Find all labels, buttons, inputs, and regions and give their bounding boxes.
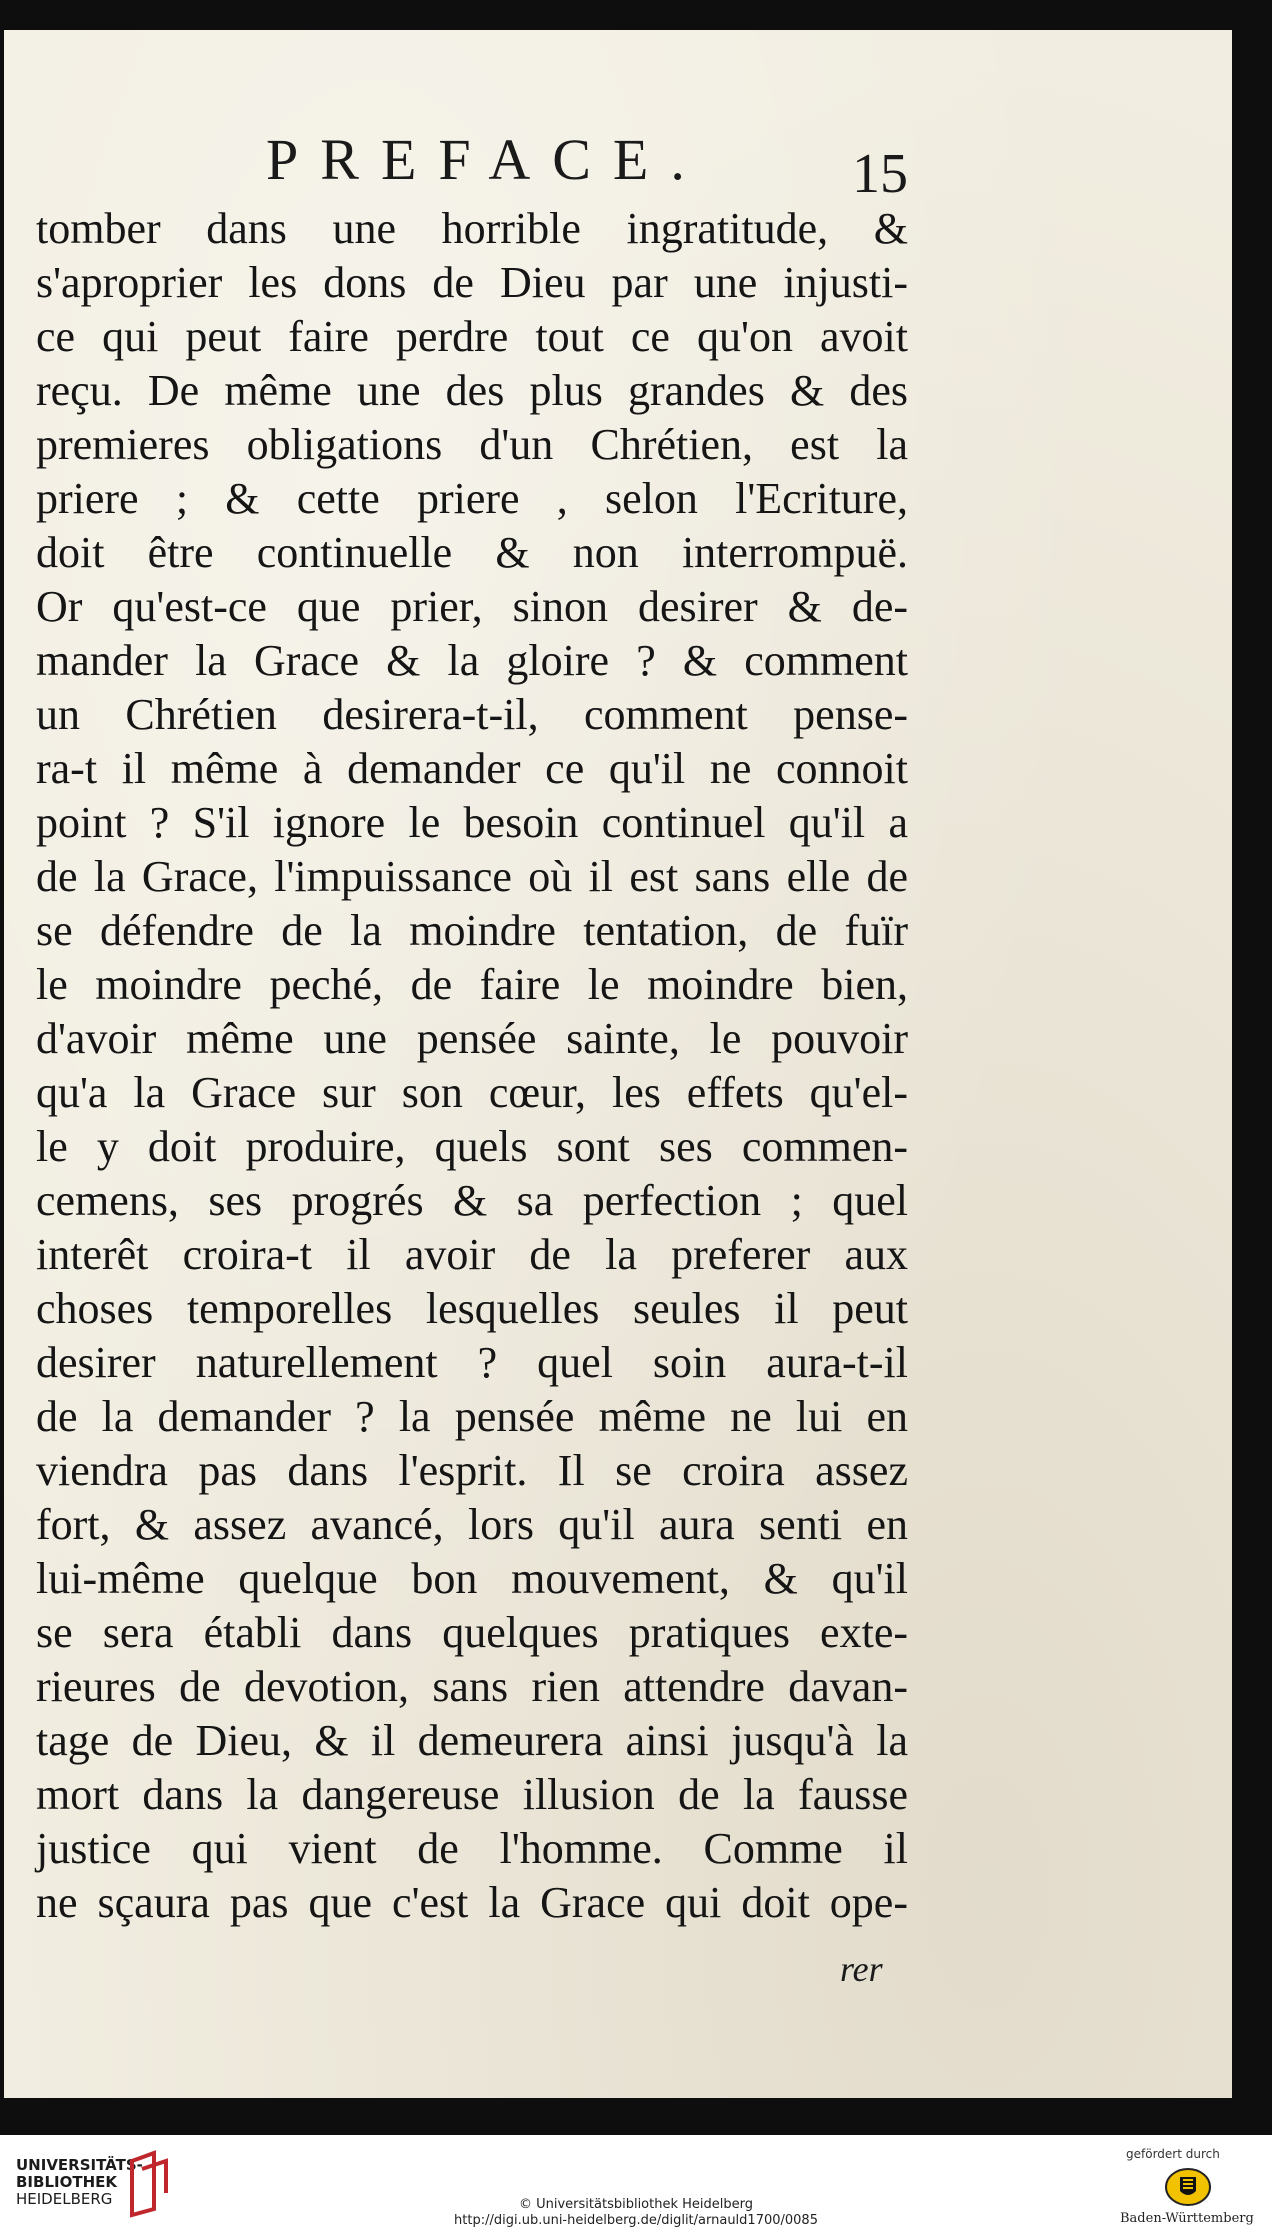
library-name-line2: BIBLIOTHEK bbox=[16, 2173, 117, 2191]
text-line: se sera établi dans quelques pratiques exte- bbox=[36, 1608, 908, 1657]
copyright-text: © Universitätsbibliothek Heidelberg bbox=[518, 2197, 753, 2212]
text-line: ne sçaura pas que c'est la Grace qui doit ope- bbox=[36, 1878, 908, 1927]
text-line: qu'a la Grace sur son cœur, les effets qu'el- bbox=[36, 1068, 908, 1117]
catchword: rer bbox=[840, 1949, 883, 1989]
body-text bbox=[36, 202, 908, 1930]
text-line: un Chrétien desirera-t-il, comment pense- bbox=[36, 690, 908, 739]
text-line: choses temporelles lesquelles seules il peut bbox=[36, 1284, 908, 1333]
text-line: ra-t il même à demander ce qu'il ne connoit bbox=[36, 744, 908, 793]
library-name-line3: HEIDELBERG bbox=[16, 2190, 113, 2208]
text-line: Or qu'est-ce que prier, sinon desirer & de- bbox=[36, 582, 908, 631]
text-line: se défendre de la moindre tentation, de fuïr bbox=[36, 906, 908, 955]
text-line: desirer naturellement ? quel soin aura-t-il bbox=[36, 1338, 908, 1387]
text-line: doit être continuelle & non interrompuë. bbox=[36, 528, 908, 577]
text-line: tomber dans une horrible ingratitude, & bbox=[36, 204, 908, 253]
text-line: lui-même quelque bon mouvement, & qu'il bbox=[36, 1554, 908, 1603]
funder-name: Baden-Württemberg bbox=[1120, 2211, 1254, 2226]
text-line: d'avoir même une pensée sainte, le pouvoir bbox=[36, 1014, 908, 1063]
coat-of-arms-icon bbox=[1164, 2167, 1212, 2207]
text-line: le y doit produire, quels sont ses commen- bbox=[36, 1122, 908, 1171]
text-line: s'aproprier les dons de Dieu par une injusti- bbox=[36, 258, 908, 307]
text-line: priere ; & cette priere , selon l'Ecriture, bbox=[36, 474, 908, 523]
page-number: 15 bbox=[852, 143, 908, 205]
book-page bbox=[4, 30, 1232, 2098]
permalink-url[interactable]: http://digi.ub.uni-heidelberg.de/diglit/arnauld1700/0085 bbox=[454, 2213, 818, 2228]
running-head: PREFACE. bbox=[266, 127, 707, 192]
text-line: ce qui peut faire perdre tout ce qu'on avoit bbox=[36, 312, 908, 361]
library-name-line1: UNIVERSITÄTS- bbox=[16, 2156, 143, 2174]
text-line: cemens, ses progrés & sa perfection ; quel bbox=[36, 1176, 908, 1225]
text-line: justice qui vient de l'homme. Comme il bbox=[36, 1824, 908, 1873]
text-line: de la demander ? la pensée même ne lui en bbox=[36, 1392, 908, 1441]
text-line: mander la Grace & la gloire ? & comment bbox=[36, 636, 908, 685]
text-line: premieres obligations d'un Chrétien, est la bbox=[36, 420, 908, 469]
text-line: fort, & assez avancé, lors qu'il aura senti en bbox=[36, 1500, 908, 1549]
text-line: viendra pas dans l'esprit. Il se croira assez bbox=[36, 1446, 908, 1495]
text-line: point ? S'il ignore le besoin continuel qu'il a bbox=[36, 798, 908, 847]
text-line: mort dans la dangereuse illusion de la fausse bbox=[36, 1770, 908, 1819]
text-line: tage de Dieu, & il demeurera ainsi jusqu'à la bbox=[36, 1716, 908, 1765]
text-line: le moindre peché, de faire le moindre bien, bbox=[36, 960, 908, 1009]
footer bbox=[0, 2135, 1272, 2228]
text-line: reçu. De même une des plus grandes & des bbox=[36, 366, 908, 415]
funded-by-label: gefördert durch bbox=[1126, 2147, 1220, 2161]
text-line: interêt croira-t il avoir de la preferer aux bbox=[36, 1230, 908, 1279]
text-line: rieures de devotion, sans rien attendre davan- bbox=[36, 1662, 908, 1711]
text-line: de la Grace, l'impuissance où il est sans elle de bbox=[36, 852, 908, 901]
copyright-block bbox=[0, 2197, 1272, 2229]
